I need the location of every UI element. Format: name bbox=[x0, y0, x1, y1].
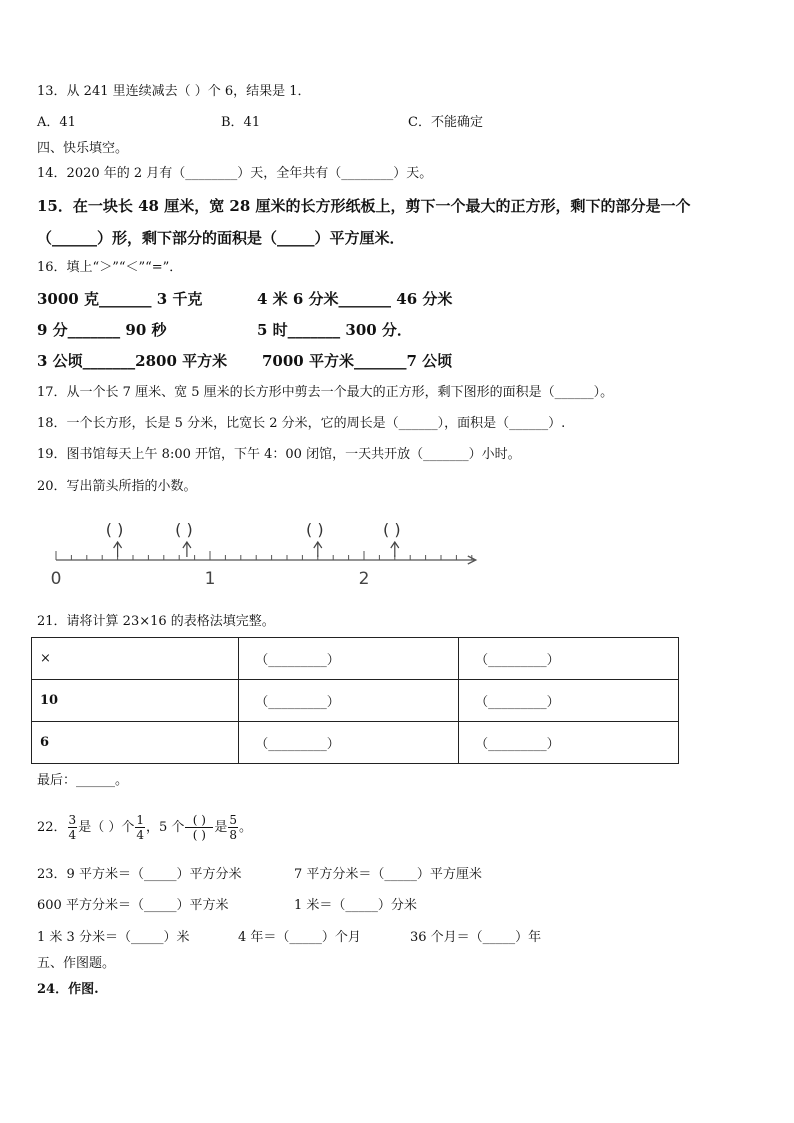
table-cell: × bbox=[32, 638, 239, 680]
q16-row1-right: 4 米 6 分米_______ 46 分米 bbox=[257, 290, 453, 308]
answer-blank: ( ) bbox=[383, 520, 401, 539]
q24: 24．作图. bbox=[37, 982, 99, 997]
q22-number: 22． bbox=[37, 820, 67, 835]
answer-blank: ( ) bbox=[105, 520, 124, 539]
multiplication-table bbox=[31, 637, 679, 764]
table-cell: （_________） bbox=[459, 638, 679, 680]
fraction-1-4: $\frac{1}{4}$ bbox=[136, 813, 144, 842]
q16-row3-left: 3 公顷_______2800 平方米 bbox=[37, 352, 228, 370]
q22-text3: 是 bbox=[214, 820, 228, 835]
table-row bbox=[32, 638, 679, 680]
q15-line1: 15．在一块长 48 厘米，宽 28 厘米的长方形纸板上，剪下一个最大的正方形，剩下的部分是一个 bbox=[37, 197, 691, 215]
q13-option-a: A．41 bbox=[37, 115, 76, 130]
q23-row1-right: 7 平方分米＝（_____）平方厘米 bbox=[294, 867, 482, 882]
table-row bbox=[32, 722, 679, 764]
q22-end: 。 bbox=[239, 820, 253, 835]
table-cell: （_________） bbox=[239, 722, 459, 764]
q16-stem: 16．填上“＞”“＜”“=”． bbox=[37, 260, 183, 275]
fraction-5-8: $\frac{5}{8}$ bbox=[229, 813, 238, 842]
table-cell: （_________） bbox=[239, 638, 459, 680]
q23-row3-b: 4 年＝（_____）个月 bbox=[238, 930, 361, 945]
q16-row2-right: 5 时_______ 300 分． bbox=[257, 321, 412, 339]
q13-option-c: C．不能确定 bbox=[408, 115, 483, 130]
answer-blank: ( ) bbox=[175, 520, 193, 539]
number-line-figure bbox=[40, 510, 490, 590]
q20-stem: 20．写出箭头所指的小数。 bbox=[37, 479, 197, 494]
table-cell: 6 bbox=[32, 722, 239, 764]
q21-stem: 21．请将计算 23×16 的表格法填完整。 bbox=[37, 614, 275, 629]
q14: 14．2020 年的 2 月有（________）天，全年共有（________）天。 bbox=[37, 166, 433, 181]
q15-line2: （______）形，剩下部分的面积是（_____）平方厘米． bbox=[37, 229, 405, 247]
table-cell: （_________） bbox=[459, 722, 679, 764]
q23-row3-c: 36 个月＝（_____）年 bbox=[410, 930, 542, 945]
q23-row1-left: 23．9 平方米＝（_____）平方分米 bbox=[37, 867, 242, 882]
table-row bbox=[32, 680, 679, 722]
q16-row1-left: 3000 克_______ 3 千克 bbox=[37, 290, 203, 308]
fraction-3-4: $\frac{3}{4}$ bbox=[68, 813, 77, 842]
q19: 19．图书馆每天上午 8:00 开馆，下午 4：00 闭馆，一天共开放（_______）小时。 bbox=[37, 447, 521, 462]
q23-row2-right: 1 米＝（_____）分米 bbox=[294, 898, 417, 913]
q22 bbox=[37, 808, 252, 848]
q23-row2-left: 600 平方分米＝（_____）平方米 bbox=[37, 898, 229, 913]
tick-label: 1 bbox=[204, 569, 216, 589]
section-4-heading: 四、快乐填空。 bbox=[37, 141, 129, 156]
table-cell: （_________） bbox=[239, 680, 459, 722]
table-cell: （_________） bbox=[459, 680, 679, 722]
q22-text2: ，5 个 bbox=[145, 820, 185, 835]
q13-stem: 13．从 241 里连续减去（ ）个 6，结果是 1． bbox=[37, 84, 311, 99]
answer-blank: ( ) bbox=[306, 520, 324, 539]
q23-row3-a: 1 米 3 分米＝（_____）米 bbox=[37, 930, 190, 945]
table-cell: 10 bbox=[32, 680, 239, 722]
fraction-blank: $\frac{( )}{( )}$ bbox=[185, 813, 213, 842]
section-5-heading: 五、作图题。 bbox=[37, 956, 116, 971]
tick-label: 2 bbox=[358, 569, 370, 589]
q16-row2-left: 9 分_______ 90 秒 bbox=[37, 321, 167, 339]
q21-final: 最后：______。 bbox=[37, 773, 129, 788]
q22-text1: 是（ ）个 bbox=[78, 820, 135, 835]
q13-option-b: B．41 bbox=[221, 115, 261, 130]
q17: 17．从一个长 7 厘米、宽 5 厘米的长方形中剪去一个最大的正方形，剩下图形的面积是（______）。 bbox=[37, 385, 614, 400]
q16-row3-right: 7000 平方米_______7 公顷 bbox=[262, 352, 453, 370]
tick-label: 0 bbox=[50, 569, 62, 589]
q18: 18．一个长方形，长是 5 分米，比宽长 2 分米，它的周长是（______），面积是（______）. bbox=[37, 416, 566, 431]
